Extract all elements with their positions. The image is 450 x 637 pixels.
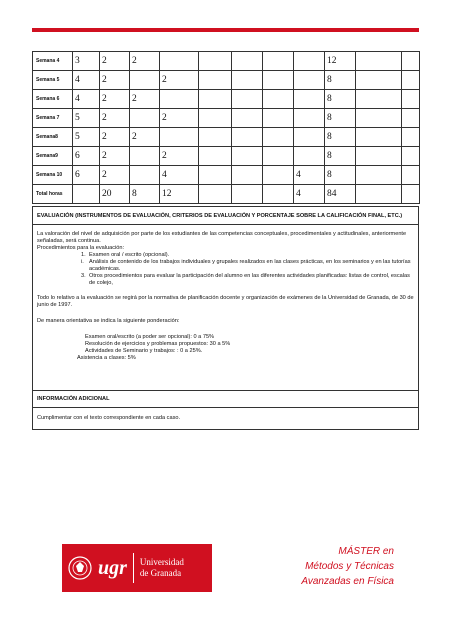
schedule-cell: 2 — [100, 147, 130, 166]
schedule-cell — [232, 71, 263, 90]
schedule-cell: 2 — [160, 147, 199, 166]
schedule-cell — [232, 166, 263, 185]
schedule-cell: 4 — [294, 185, 325, 204]
schedule-cell: 6 — [73, 147, 100, 166]
ponderacion-intro: De manera orientativa se indica la siguiente ponderación: — [37, 318, 180, 324]
schedule-cell: 2 — [130, 128, 160, 147]
schedule-cell — [263, 185, 294, 204]
schedule-cell — [294, 52, 325, 71]
procedure-item: 3. Otros procedimientos para evaluar la participación del alumno en las diferentes actividades planificadas: listas de control, escalas de colejo, — [81, 273, 410, 286]
schedule-cell — [232, 128, 263, 147]
schedule-cell — [232, 90, 263, 109]
schedule-row — [33, 128, 420, 147]
week-label: Semana8 — [33, 128, 73, 147]
schedule-cell: 2 — [100, 52, 130, 71]
schedule-cell — [356, 109, 402, 128]
schedule-cell: 8 — [325, 128, 356, 147]
schedule-cell — [356, 71, 402, 90]
schedule-cell — [199, 128, 232, 147]
info-adicional-heading: INFORMACIÓN ADICIONAL — [33, 390, 418, 407]
schedule-cell: 5 — [73, 128, 100, 147]
header-accent-bar — [32, 28, 419, 32]
schedule-cell: 2 — [130, 52, 160, 71]
schedule-cell: 8 — [325, 166, 356, 185]
schedule-cell: 4 — [294, 166, 325, 185]
schedule-cell: 2 — [100, 109, 130, 128]
master-title: MÁSTER en Métodos y Técnicas Avanzadas en Física — [301, 546, 394, 587]
evaluation-intro: La valoración del nivel de adquisición por parte de los estudiantes de las competencias conceptuales, procedimentales y actitudinales, anteriormente señaladas, será continua. — [37, 231, 407, 244]
ponderacion-item: Asistencia a clases: 5% — [77, 355, 136, 361]
schedule-cell — [232, 109, 263, 128]
schedule-cell — [160, 128, 199, 147]
schedule-row — [33, 166, 420, 185]
schedule-cell — [199, 166, 232, 185]
schedule-cell: 2 — [100, 71, 130, 90]
schedule-cell — [294, 90, 325, 109]
ponderacion-list — [77, 334, 414, 362]
schedule-cell — [160, 52, 199, 71]
logo-mark: ugr — [98, 556, 127, 579]
schedule-cell — [160, 90, 199, 109]
schedule-cell — [263, 90, 294, 109]
week-label: Semana 4 — [33, 52, 73, 71]
schedule-cell — [263, 128, 294, 147]
evaluation-section — [32, 206, 419, 430]
schedule-cell — [263, 147, 294, 166]
normativa-text: Todo lo relativo a la evaluación se regirá por la normativa de planificación docente y organización de exámenes de la Universidad de Granada, de 30 de junio de 1997. — [37, 295, 414, 308]
schedule-cell: 20 — [100, 185, 130, 204]
schedule-cell — [402, 166, 420, 185]
schedule-row — [33, 109, 420, 128]
schedule-cell — [263, 71, 294, 90]
schedule-cell: 4 — [73, 71, 100, 90]
schedule-cell — [263, 52, 294, 71]
schedule-cell — [199, 90, 232, 109]
schedule-row — [33, 71, 420, 90]
schedule-cell — [130, 71, 160, 90]
schedule-cell — [199, 185, 232, 204]
schedule-cell — [130, 166, 160, 185]
schedule-cell — [232, 185, 263, 204]
schedule-cell: 12 — [325, 52, 356, 71]
week-label: Semana 5 — [33, 71, 73, 90]
schedule-row — [33, 90, 420, 109]
schedule-cell — [130, 109, 160, 128]
schedule-cell: 84 — [325, 185, 356, 204]
schedule-cell: 2 — [100, 128, 130, 147]
schedule-cell — [402, 90, 420, 109]
procedure-item: 1. Examen oral / escrito (opcional). — [81, 252, 170, 258]
schedule-cell — [356, 52, 402, 71]
schedule-cell: 8 — [325, 109, 356, 128]
schedule-cell — [356, 147, 402, 166]
schedule-cell — [294, 147, 325, 166]
schedule-cell: 2 — [160, 71, 199, 90]
schedule-cell — [130, 147, 160, 166]
schedule-cell — [402, 71, 420, 90]
schedule-cell — [402, 147, 420, 166]
schedule-cell — [356, 128, 402, 147]
schedule-cell: 3 — [73, 52, 100, 71]
week-label: Semana 10 — [33, 166, 73, 185]
schedule-cell — [199, 147, 232, 166]
schedule-cell — [199, 52, 232, 71]
schedule-cell — [263, 109, 294, 128]
schedule-cell — [402, 185, 420, 204]
schedule-cell — [199, 71, 232, 90]
ponderacion-item: Examen oral/escrito (a poder ser opcional): 0 a 75% — [85, 334, 215, 340]
university-logo — [62, 544, 212, 592]
schedule-cell — [232, 52, 263, 71]
schedule-cell: 8 — [325, 147, 356, 166]
schedule-cell: 5 — [73, 109, 100, 128]
procedures-list — [81, 252, 414, 287]
week-label: Semana 6 — [33, 90, 73, 109]
schedule-cell: 2 — [100, 166, 130, 185]
schedule-cell — [402, 52, 420, 71]
schedule-cell: 4 — [160, 166, 199, 185]
schedule-cell: 4 — [73, 90, 100, 109]
week-label: Semana 7 — [33, 109, 73, 128]
schedule-cell: 2 — [100, 90, 130, 109]
schedule-cell: 8 — [325, 90, 356, 109]
schedule-cell: 8 — [130, 185, 160, 204]
schedule-row — [33, 147, 420, 166]
schedule-row — [33, 185, 420, 204]
logo-divider — [133, 553, 134, 583]
week-label: Semana9 — [33, 147, 73, 166]
schedule-cell — [356, 166, 402, 185]
crest-icon — [68, 553, 92, 583]
schedule-row — [33, 52, 420, 71]
ponderacion-item: Resolución de ejercicios y problemas propuestos: 30 a 5% — [85, 341, 231, 347]
schedule-cell — [263, 166, 294, 185]
schedule-cell: 6 — [73, 166, 100, 185]
schedule-cell — [294, 71, 325, 90]
evaluation-body — [33, 224, 418, 390]
schedule-cell: 8 — [325, 71, 356, 90]
schedule-cell — [294, 109, 325, 128]
schedule-cell: 2 — [130, 90, 160, 109]
schedule-cell: 2 — [160, 109, 199, 128]
schedule-cell — [402, 109, 420, 128]
schedule-cell: 12 — [160, 185, 199, 204]
schedule-cell — [199, 109, 232, 128]
schedule-cell — [73, 185, 100, 204]
procedure-item: i. Análisis de contenido de los trabajos individuales y grupales realizados en las clases prácticas, en los seminarios y en las tutorías académicas. — [81, 259, 411, 272]
week-label: Total horas — [33, 185, 73, 204]
schedule-cell — [356, 185, 402, 204]
schedule-cell — [232, 147, 263, 166]
logo-name: Universidad de Granada — [139, 557, 184, 578]
schedule-table — [32, 51, 420, 204]
evaluation-heading: EVALUACIÓN (INSTRUMENTOS DE EVALUACIÓN, CRITERIOS DE EVALUACIÓN Y PORCENTAJE SOBRE LA CALIFICACIÓN FINAL, ETC.) — [33, 206, 418, 224]
schedule-cell — [294, 128, 325, 147]
schedule-cell — [356, 90, 402, 109]
ponderacion-item: Actividades de Seminario y trabajos: : 0 a 25%. — [85, 348, 203, 354]
schedule-cell — [402, 128, 420, 147]
procedures-heading: Procedimientos para la evaluación: — [37, 245, 125, 251]
info-adicional-body: Cumplimentar con el texto correspondiente en cada caso. — [33, 407, 418, 429]
